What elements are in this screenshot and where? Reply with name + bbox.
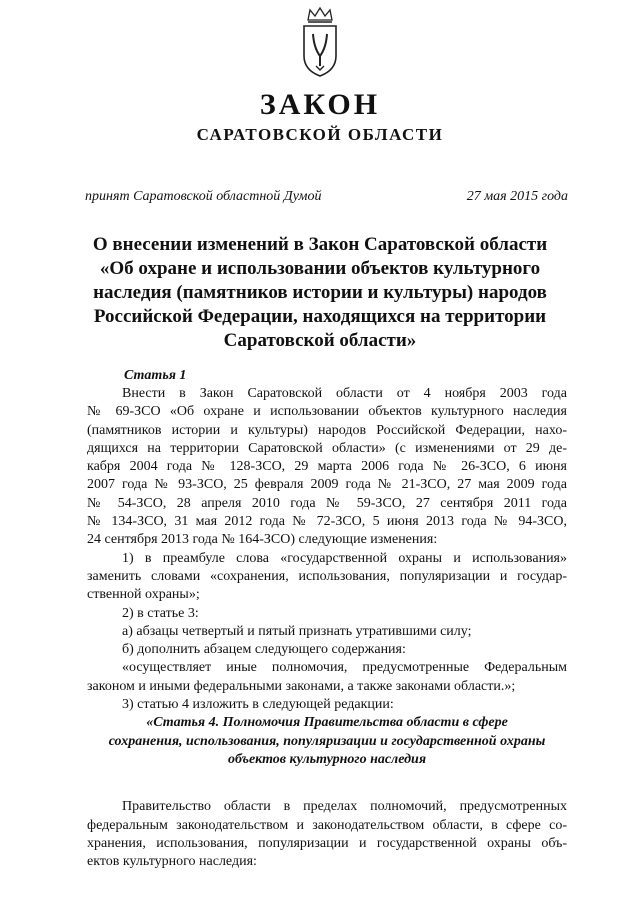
- body-line: заменить словами «сохранения, использования, популяризации и государ-: [87, 568, 567, 584]
- list-item: а) абзацы четвертый и пятый признать утратившими силу;: [122, 623, 472, 639]
- heading-line: Саратовской области»: [223, 330, 417, 351]
- body-line: 24 сентября 2013 года № 164-ЗСО) следующие изменения:: [87, 532, 438, 548]
- body-line: дящихся на территории Саратовской области» (с изменениями от 29 де-: [87, 440, 567, 456]
- heading-line: О внесении изменений в Закон Саратовской области: [92, 234, 548, 255]
- body-line: (памятников истории и культуры) народов Российской Федерации, нахо-: [87, 422, 567, 438]
- body-line: ектов культурного наследия:: [87, 854, 257, 870]
- saratov-coat-of-arms-icon: [298, 6, 342, 78]
- heading-line: наследия (памятников истории и культуры) народов: [93, 282, 547, 303]
- heading-line: Российской Федерации, находящихся на территории: [93, 306, 547, 327]
- body-line: № 134-ЗСО, 31 мая 2012 года № 72-ЗСО, 5 июня 2013 года № 94-ЗСО,: [87, 514, 567, 530]
- list-item: 3) статью 4 изложить в следующей редакции:: [122, 697, 394, 713]
- law-region-subtitle: САРАТОВСКОЙ ОБЛАСТИ: [196, 125, 444, 144]
- body-line: федеральным законодательством и законодательством области, в сфере со-: [87, 817, 567, 833]
- body-line: № 54-ЗСО, 28 апреля 2010 года № 59-ЗСО, 27 сентября 2011 года: [87, 495, 567, 511]
- body-line: 1) в преамбуле слова «государственной охраны и использования»: [122, 550, 567, 566]
- article-1-label: Статья 1: [124, 368, 187, 383]
- quoted-line: законом и иными федеральными законами, а также законами области.»;: [87, 678, 516, 694]
- article-1-body: [87, 385, 567, 871]
- body-line: Правительство области в пределах полномочий, предусмотренных: [122, 799, 567, 815]
- heading-line: «Об охране и использовании объектов культурного: [99, 258, 541, 279]
- body-line: хранения, использования, популяризации и государственной охраны объ-: [87, 835, 567, 851]
- body-line: 2007 года № 93-ЗСО, 25 февраля 2009 года № 21-ЗСО, 27 мая 2009 года: [87, 477, 567, 493]
- document-heading: [80, 233, 560, 353]
- body-line: ственной охраны»;: [87, 587, 200, 603]
- new-article-title-line: «Статья 4. Полномочия Правительства области в сфере: [146, 715, 508, 731]
- spacer: [87, 769, 567, 798]
- new-article-title-line: сохранения, использования, популяризации и государственной охраны: [108, 733, 546, 749]
- law-title: ЗАКОН: [259, 88, 381, 121]
- new-article-title-line: объектов культурного наследия: [227, 751, 427, 767]
- list-item: 2) в статье 3:: [122, 605, 199, 621]
- body-line: № 69-ЗСО «Об охране и использовании объектов культурного наследия: [87, 404, 567, 420]
- adoption-date: 27 мая 2015 года: [466, 189, 568, 204]
- body-line: Внести в Закон Саратовской области от 4 ноября 2003 года: [122, 386, 567, 401]
- list-item: б) дополнить абзацем следующего содержания:: [122, 642, 406, 658]
- quoted-line: «осуществляет иные полномочия, предусмотренные Федеральным: [122, 660, 567, 676]
- body-line: кабря 2004 года № 128-ЗСО, 29 марта 2006 года № 26-ЗСО, 6 июня: [87, 459, 567, 475]
- adopted-by-text: принят Саратовской областной Думой: [85, 189, 322, 204]
